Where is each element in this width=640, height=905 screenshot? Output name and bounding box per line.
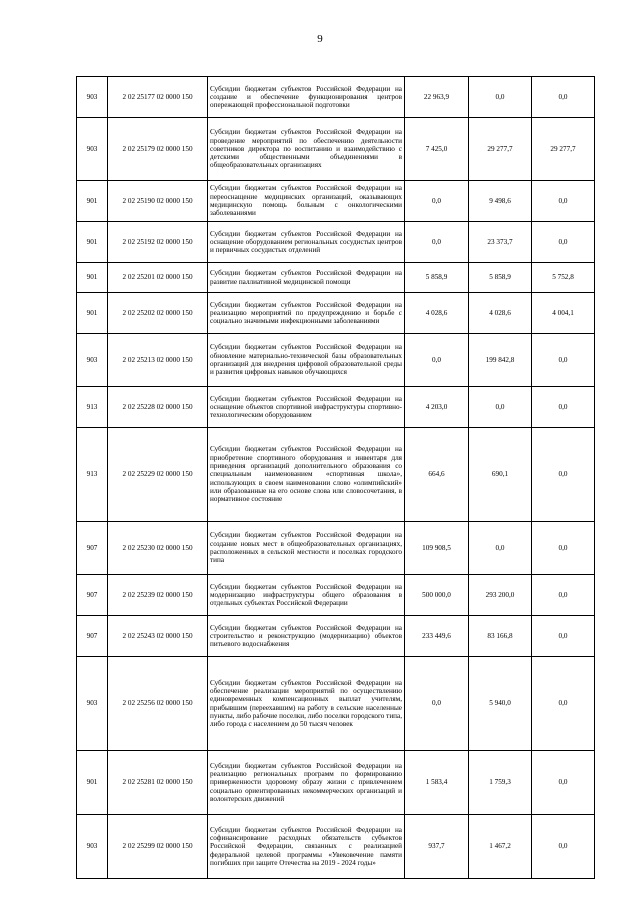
budget-revenue-table — [76, 76, 595, 879]
amount-cell: 29 277,7 — [469, 118, 532, 181]
description-cell: Субсидии бюджетам субъектов Российской Федерации на создание новых мест в общеобразовательных организациях, расположенных в сельской местности и поселках городского типа — [208, 522, 405, 575]
amount-cell: 5 858,9 — [469, 263, 532, 293]
admin-code-cell: 913 — [77, 387, 108, 428]
budget-code-cell: 2 02 25213 02 0000 150 — [108, 334, 208, 387]
description-cell: Субсидии бюджетам субъектов Российской Федерации на реализацию региональных программ по формированию приверженности здоровому образу жизни с привлечением социально ориентированных некоммерческих организаций и волонтерских движений — [208, 751, 405, 815]
description-cell: Субсидии бюджетам субъектов Российской Федерации на развитие паллиативной медицинской помощи — [208, 263, 405, 293]
admin-code-cell: 901 — [77, 222, 108, 263]
admin-code-cell: 901 — [77, 293, 108, 334]
description-cell: Субсидии бюджетам субъектов Российской Федерации на оснащение объектов спортивной инфраструктуры спортивно-технологическим оборудованием — [208, 387, 405, 428]
amount-cell: 1 467,2 — [469, 815, 532, 879]
description-cell: Субсидии бюджетам субъектов Российской Федерации на проведение мероприятий по обеспечению деятельности советников директора по воспитанию и взаимодействию с детскими общественными объединениями в общеобразовательных организациях — [208, 118, 405, 181]
amount-cell: 4 028,6 — [405, 293, 469, 334]
amount-cell: 0,0 — [405, 181, 469, 222]
admin-code-cell: 903 — [77, 334, 108, 387]
table-row — [77, 263, 595, 293]
amount-cell: 0,0 — [405, 222, 469, 263]
amount-cell: 4 028,6 — [469, 293, 532, 334]
amount-cell: 0,0 — [532, 181, 595, 222]
table-row — [77, 118, 595, 181]
amount-cell: 0,0 — [405, 657, 469, 751]
amount-cell: 0,0 — [469, 387, 532, 428]
amount-cell: 233 449,6 — [405, 616, 469, 657]
amount-cell: 500 000,0 — [405, 575, 469, 616]
budget-code-cell: 2 02 25239 02 0000 150 — [108, 575, 208, 616]
amount-cell: 0,0 — [405, 334, 469, 387]
admin-code-cell: 913 — [77, 428, 108, 522]
description-cell: Субсидии бюджетам субъектов Российской Федерации на реализацию мероприятий по предупреждению и борьбе с социально значимыми инфекционными заболеваниями — [208, 293, 405, 334]
budget-code-cell: 2 02 25201 02 0000 150 — [108, 263, 208, 293]
amount-cell: 0,0 — [532, 522, 595, 575]
description-cell: Субсидии бюджетам субъектов Российской Федерации на модернизацию инфраструктуры общего образования в отдельных субъектах Российской Федерации — [208, 575, 405, 616]
amount-cell: 5 752,8 — [532, 263, 595, 293]
admin-code-cell: 901 — [77, 751, 108, 815]
amount-cell: 0,0 — [469, 522, 532, 575]
amount-cell: 0,0 — [532, 657, 595, 751]
amount-cell: 0,0 — [532, 616, 595, 657]
budget-code-cell: 2 02 25192 02 0000 150 — [108, 222, 208, 263]
description-cell: Субсидии бюджетам субъектов Российской Федерации на софинансирование расходных обязательств субъектов Российской Федерации, связанных с реализацией федеральной целевой программы «Увековечение памяти погибших при защите Отечества на 2019 - 2024 годы» — [208, 815, 405, 879]
amount-cell: 22 963,9 — [405, 77, 469, 118]
amount-cell: 0,0 — [532, 334, 595, 387]
table-row — [77, 428, 595, 522]
table-row — [77, 522, 595, 575]
description-cell: Субсидии бюджетам субъектов Российской Федерации на обеспечение реализации мероприятий по осуществлению единовременных компенсационных выплат учителям, прибывшим (переехавшим) на работу в сельские населенные пункты, либо рабочие поселки, либо поселки городского типа, либо города с населением до 50 тысяч человек — [208, 657, 405, 751]
description-cell: Субсидии бюджетам субъектов Российской Федерации на приобретение спортивного оборудования и инвентаря для приведения организаций дополнительного образования со специальным наименованием «спортивная школа», использующих в своем наименовании слово «олимпийский» или образованные на его основе слова или словосочетания, в нормативное состояние — [208, 428, 405, 522]
description-cell: Субсидии бюджетам субъектов Российской Федерации на строительство и реконструкцию (модернизацию) объектов питьевого водоснабжения — [208, 616, 405, 657]
description-cell: Субсидии бюджетам субъектов Российской Федерации на оснащение оборудованием региональных сосудистых центров и первичных сосудистых отделений — [208, 222, 405, 263]
admin-code-cell: 903 — [77, 657, 108, 751]
table-row — [77, 181, 595, 222]
amount-cell: 690,1 — [469, 428, 532, 522]
amount-cell: 5 858,9 — [405, 263, 469, 293]
amount-cell: 23 373,7 — [469, 222, 532, 263]
budget-code-cell: 2 02 25190 02 0000 150 — [108, 181, 208, 222]
budget-code-cell: 2 02 25281 02 0000 150 — [108, 751, 208, 815]
amount-cell: 0,0 — [532, 815, 595, 879]
amount-cell: 83 166,8 — [469, 616, 532, 657]
table-row — [77, 387, 595, 428]
table-row — [77, 293, 595, 334]
table-row — [77, 815, 595, 879]
description-cell: Субсидии бюджетам субъектов Российской Федерации на обновление материально-технической базы образовательных организаций для внедрения цифровой образовательной среды и развития цифровых навыков обучающихся — [208, 334, 405, 387]
amount-cell: 9 498,6 — [469, 181, 532, 222]
amount-cell: 199 842,8 — [469, 334, 532, 387]
table-row — [77, 222, 595, 263]
budget-code-cell: 2 02 25243 02 0000 150 — [108, 616, 208, 657]
amount-cell: 937,7 — [405, 815, 469, 879]
budget-code-cell: 2 02 25179 02 0000 150 — [108, 118, 208, 181]
amount-cell: 0,0 — [532, 77, 595, 118]
table-row — [77, 575, 595, 616]
amount-cell: 0,0 — [532, 428, 595, 522]
budget-code-cell: 2 02 25230 02 0000 150 — [108, 522, 208, 575]
budget-code-cell: 2 02 25228 02 0000 150 — [108, 387, 208, 428]
admin-code-cell: 901 — [77, 181, 108, 222]
admin-code-cell: 907 — [77, 575, 108, 616]
table-row — [77, 616, 595, 657]
budget-code-cell: 2 02 25299 02 0000 150 — [108, 815, 208, 879]
amount-cell: 0,0 — [532, 751, 595, 815]
amount-cell: 1 759,3 — [469, 751, 532, 815]
budget-code-cell: 2 02 25229 02 0000 150 — [108, 428, 208, 522]
table-row — [77, 77, 595, 118]
amount-cell: 5 940,0 — [469, 657, 532, 751]
amount-cell: 0,0 — [469, 77, 532, 118]
amount-cell: 0,0 — [532, 575, 595, 616]
admin-code-cell: 903 — [77, 77, 108, 118]
admin-code-cell: 907 — [77, 522, 108, 575]
amount-cell: 0,0 — [532, 387, 595, 428]
table-row — [77, 334, 595, 387]
budget-code-cell: 2 02 25256 02 0000 150 — [108, 657, 208, 751]
amount-cell: 29 277,7 — [532, 118, 595, 181]
admin-code-cell: 903 — [77, 118, 108, 181]
table-row — [77, 751, 595, 815]
admin-code-cell: 907 — [77, 616, 108, 657]
amount-cell: 7 425,0 — [405, 118, 469, 181]
description-cell: Субсидии бюджетам субъектов Российской Федерации на создание и обеспечение функционирования центров опережающей профессиональной подготовки — [208, 77, 405, 118]
admin-code-cell: 903 — [77, 815, 108, 879]
amount-cell: 109 908,5 — [405, 522, 469, 575]
amount-cell: 293 200,0 — [469, 575, 532, 616]
amount-cell: 4 004,1 — [532, 293, 595, 334]
amount-cell: 664,6 — [405, 428, 469, 522]
admin-code-cell: 901 — [77, 263, 108, 293]
description-cell: Субсидии бюджетам субъектов Российской Федерации на переоснащение медицинских организаций, оказывающих медицинскую помощь больным с онкологическими заболеваниями — [208, 181, 405, 222]
budget-code-cell: 2 02 25202 02 0000 150 — [108, 293, 208, 334]
page-number: 9 — [317, 33, 323, 45]
table-row — [77, 657, 595, 751]
amount-cell: 4 203,0 — [405, 387, 469, 428]
amount-cell: 1 583,4 — [405, 751, 469, 815]
amount-cell: 0,0 — [532, 222, 595, 263]
budget-code-cell: 2 02 25177 02 0000 150 — [108, 77, 208, 118]
